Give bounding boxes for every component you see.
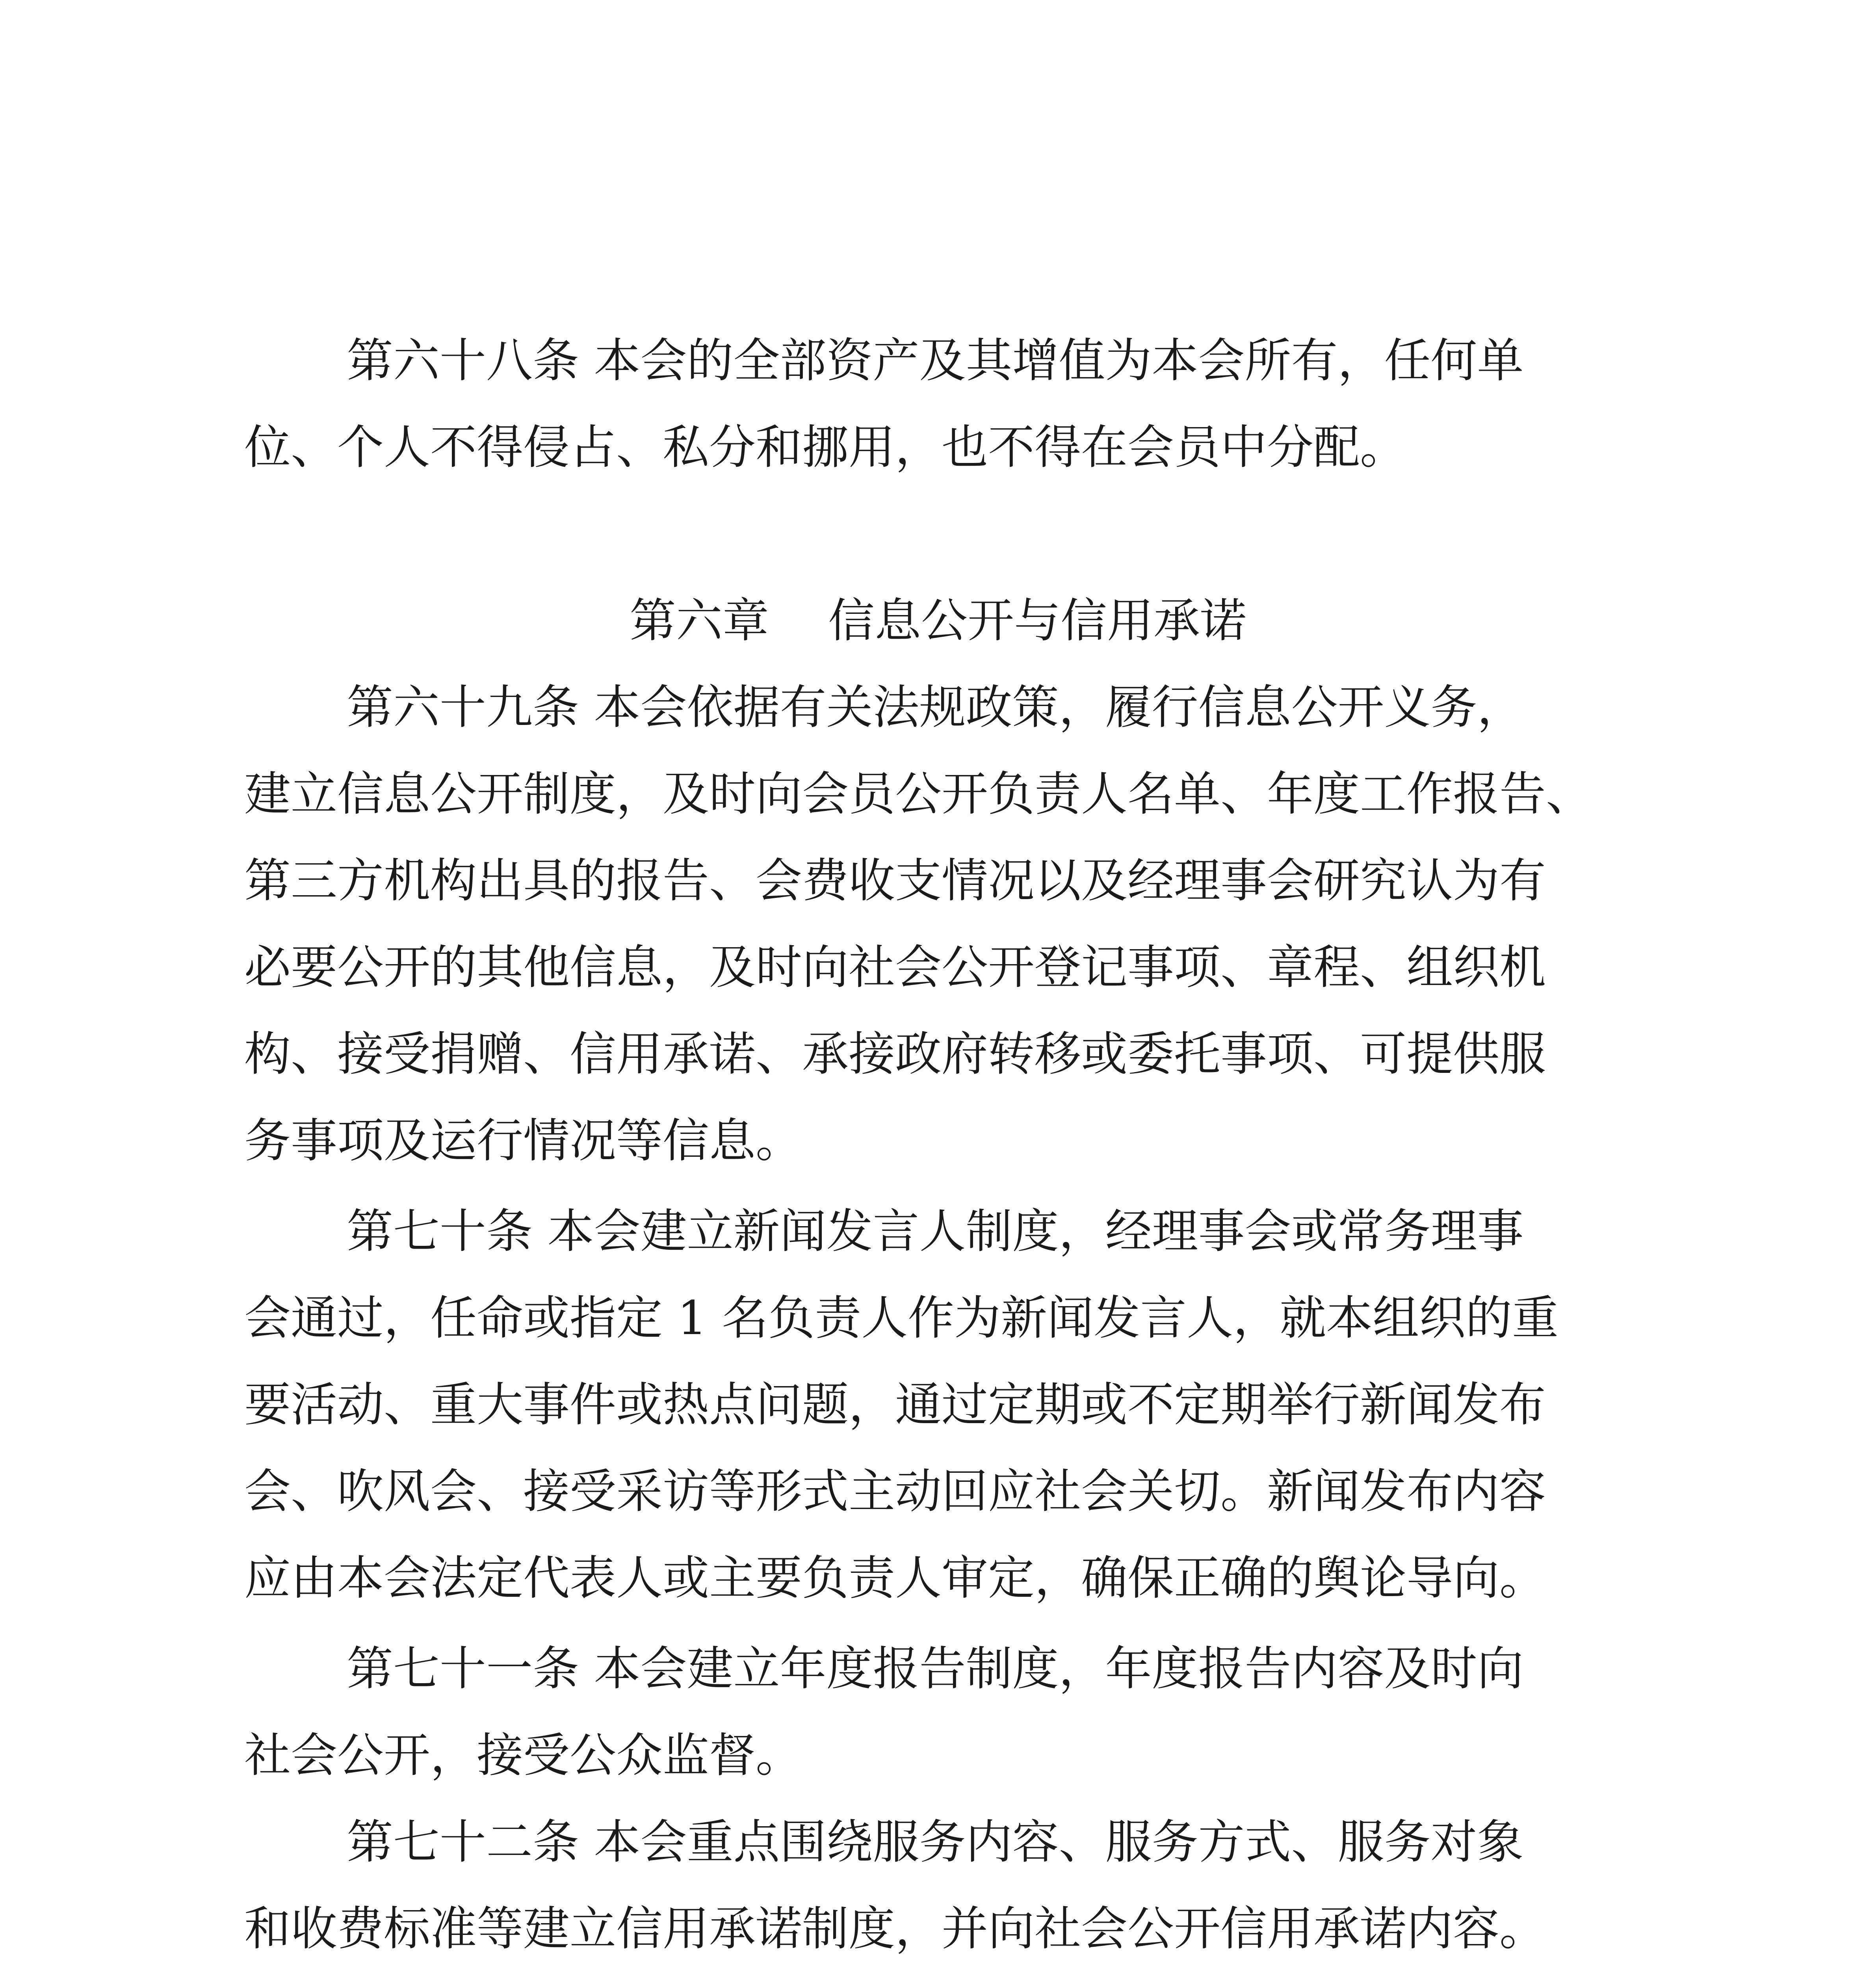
- article-69-line-3: 第三方机构出具的报告、会费收支情况以及经理事会研究认为有: [244, 853, 1546, 908]
- article-72-line-1: 第七十二条 本会重点围绕服务内容、服务方式、服务对象: [347, 1815, 1524, 1869]
- article-69-line-2: 建立信息公开制度，及时向会员公开负责人名单、年度工作报告、: [244, 767, 1593, 821]
- chapter-6-heading: 第六章 信息公开与信用承诺: [629, 593, 1247, 648]
- article-70-line-2: 会通过，任命或指定 1 名负责人作为新闻发言人，就本组织的重: [244, 1291, 1559, 1345]
- article-69-line-4: 必要公开的其他信息，及时向社会公开登记事项、章程、组织机: [244, 940, 1546, 994]
- article-70-line-4: 会、吹风会、接受采访等形式主动回应社会关切。新闻发布内容: [244, 1464, 1546, 1518]
- article-68-line-1: 第六十八条 本会的全部资产及其增值为本会所有，任何单: [347, 333, 1524, 388]
- article-70-line-5: 应由本会法定代表人或主要负责人审定，确保正确的舆论导向。: [244, 1551, 1546, 1605]
- article-70-line-1: 第七十条 本会建立新闻发言人制度，经理事会或常务理事: [347, 1204, 1524, 1258]
- article-72-line-2: 和收费标准等建立信用承诺制度，并向社会公开信用承诺内容。: [244, 1901, 1546, 1956]
- article-71-line-1: 第七十一条 本会建立年度报告制度，年度报告内容及时向: [347, 1641, 1524, 1696]
- article-71-line-2: 社会公开，接受公众监督。: [244, 1728, 802, 1782]
- article-70-line-3: 要活动、重大事件或热点问题，通过定期或不定期举行新闻发布: [244, 1377, 1546, 1432]
- article-69-line-6: 务事项及运行情况等信息。: [244, 1113, 802, 1168]
- article-69-line-5: 构、接受捐赠、信用承诺、承接政府转移或委托事项、可提供服: [244, 1027, 1546, 1081]
- article-68-line-2: 位、个人不得侵占、私分和挪用，也不得在会员中分配。: [244, 420, 1407, 474]
- article-69-line-1: 第六十九条 本会依据有关法规政策，履行信息公开义务，: [347, 680, 1524, 734]
